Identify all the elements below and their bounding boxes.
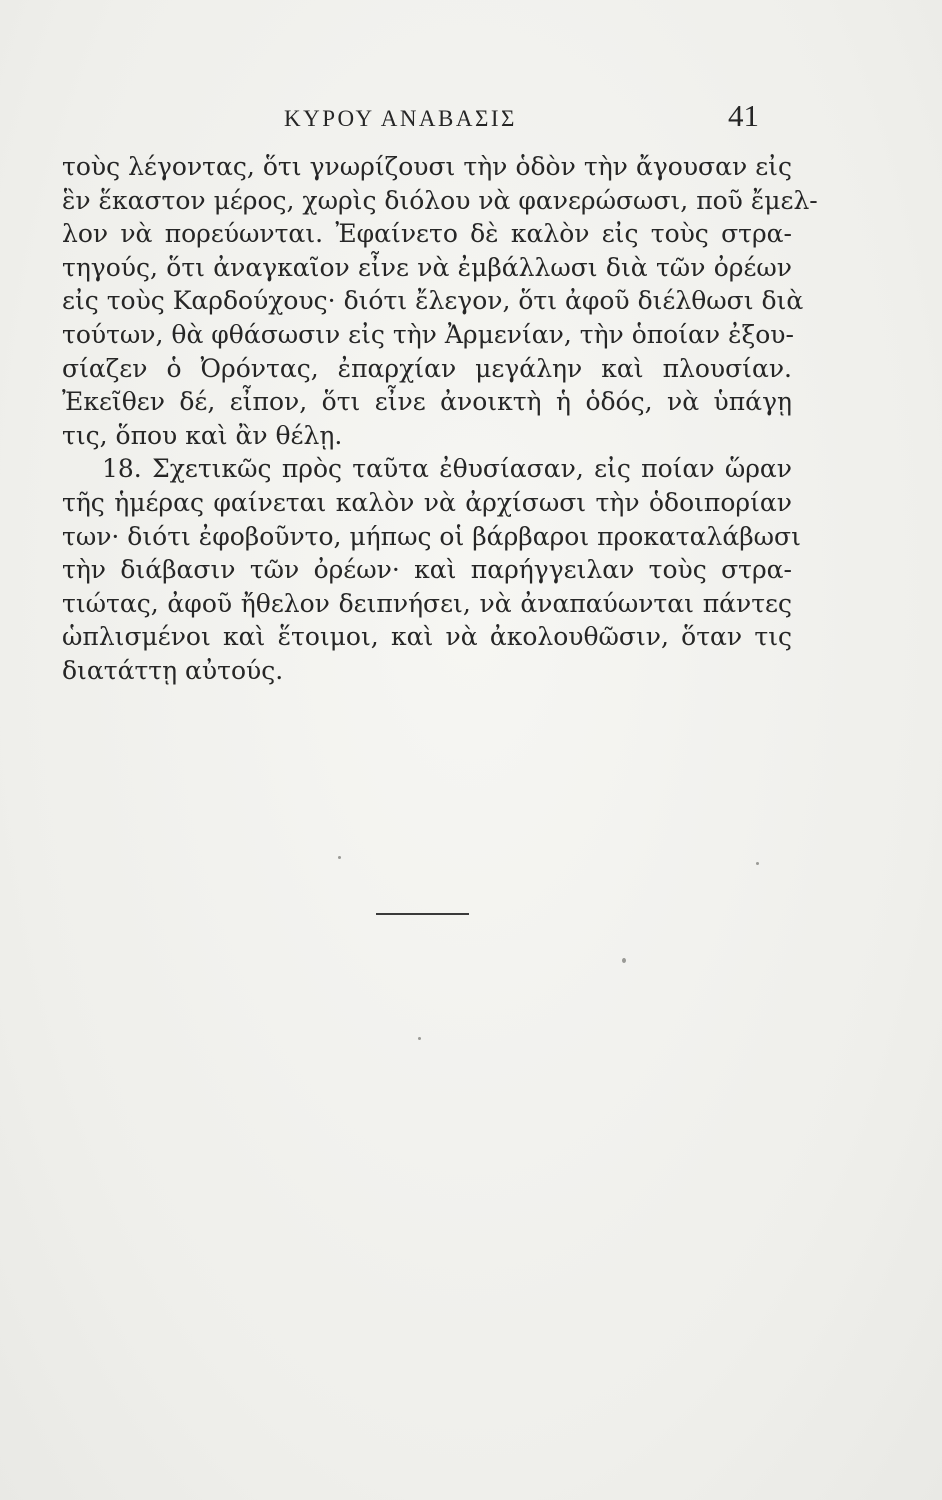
text-line: σίαζεν ὁ Ὀρόντας, ἐπαρχίαν μεγάλην καὶ πλουσίαν. [62,353,792,383]
end-rule [376,913,469,915]
text-line: ἓν ἕκαστον μέρος, χωρὶς διόλου νὰ φανερώσωσι, ποῦ ἔμελ- [62,185,818,215]
text-line: τῆς ἡμέρας φαίνεται καλὸν νὰ ἀρχίσωσι τὴν ὁδοιπορίαν [62,487,792,517]
paper-speck [338,856,341,859]
page-number: 41 [728,98,759,133]
text-line: τούτων, θὰ φθάσωσιν εἰς τὴν Ἀρμενίαν, τὴν ὁποίαν ἐξου- [62,319,794,349]
text-line: τηγούς, ὅτι ἀναγκαῖον εἶνε νὰ ἐμβάλλωσι διὰ τῶν ὀρέων [62,252,792,282]
text-line: τις, ὅπου καὶ ἂν θέλῃ. [62,420,343,450]
paper-speck [418,1037,421,1040]
paper-speck [756,862,759,865]
text-line: διατάττῃ αὐτούς. [62,655,284,685]
text-line: τὴν διάβασιν τῶν ὀρέων· καὶ παρήγγειλαν τοὺς στρα- [62,555,792,585]
text-line: εἰς τοὺς Καρδούχους· διότι ἔλεγον, ὅτι ἀφοῦ διέλθωσι διὰ [62,286,804,316]
text-line: των· διότι ἐφοβοῦντο, μήπως οἱ βάρβαροι προκαταλάβωσι [62,521,801,551]
paper-speck [622,958,626,963]
running-title: ΚΥΡΟΥ ΑΝΑΒΑΣΙΣ [284,106,517,131]
page-header [0,98,942,138]
text-line: τιώτας, ἀφοῦ ἤθελον δειπνήσει, νὰ ἀναπαύωνται πάντες [62,588,792,618]
text-line: λον νὰ πορεύωνται. Ἐφαίνετο δὲ καλὸν εἰς τοὺς στρα- [62,219,792,249]
section-start-line: 18. Σχετικῶς πρὸς ταῦτα ἐθυσίασαν, εἰς ποίαν ὥραν [102,454,792,484]
body-text [62,150,818,688]
text-line: Ἐκεῖθεν δέ, εἶπον, ὅτι εἶνε ἀνοικτὴ ἡ ὁδός, νὰ ὑπάγῃ [62,387,792,417]
text-line: τοὺς λέγοντας, ὅτι γνωρίζουσι τὴν ὁδὸν τὴν ἄγουσαν εἰς [62,152,792,181]
text-line: ὡπλισμένοι καὶ ἕτοιμοι, καὶ νὰ ἀκολουθῶσιν, ὅταν τις [62,622,792,652]
